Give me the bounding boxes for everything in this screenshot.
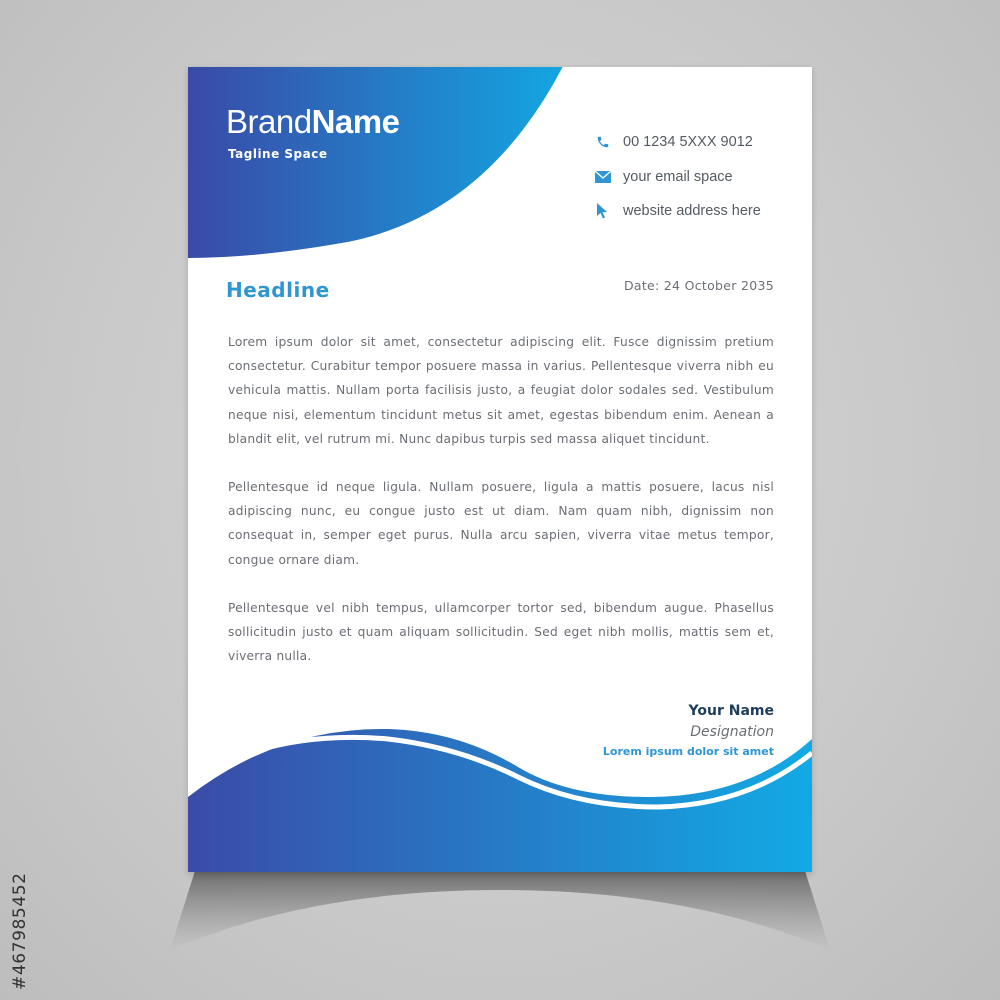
envelope-icon (593, 167, 613, 187)
letterhead-page (188, 67, 812, 872)
body-paragraph-1: Lorem ipsum dolor sit amet, consectetur adipiscing elit. Fusce dignissim pretium consectetur. Curabitur tempor posuere massa in varius. Pellentesque viverra nibh eu vehicula mattis. Nullam porta facilisis justo, a feugiat dolor sodales sed. Vestibulum neque nisi, elementum tincidunt metus sit amet, egestas bibendum enim. Aenean a blandit elit, vel rutrum mi. Nunc dapibus turpis sed massa aliquet tincidunt. (228, 335, 774, 446)
tagline: Tagline Space (228, 147, 328, 161)
stock-id-label: #467985452 (10, 872, 30, 990)
signer-name: Your Name (688, 703, 774, 719)
signature-block (603, 700, 774, 762)
headline: Headline (226, 278, 330, 302)
brand-name-light: Brand (226, 103, 312, 140)
contact-phone-text: 00 1234 5XXX 9012 (623, 134, 753, 151)
body-paragraph-3: Pellentesque vel nibh tempus, ullamcorper tortor sed, bibendum augue. Phasellus sollicitudin justo et quam aliquam sollicitudin. Sed eget nibh mollis, mattis sem et, viverra nulla. (228, 600, 774, 664)
body-paragraph-2: Pellentesque id neque ligula. Nullam posuere, ligula a mattis posuere, lacus nisl adipiscing nunc, eu congue justo est ut diam. Nam quam nibh, dignissim non consequat in, semper eget purus. Nulla arcu sapien, viverra vitae metus tempor, congue ornare diam. (228, 480, 774, 567)
cursor-icon (593, 201, 613, 221)
signer-designation: Designation (690, 724, 774, 740)
brand-name-bold: Name (311, 103, 400, 140)
contact-website-text: website address here (623, 203, 761, 220)
contact-block (593, 125, 761, 229)
contact-email (593, 160, 761, 195)
contact-website (593, 194, 761, 229)
signer-subline: Lorem ipsum dolor sit amet (602, 745, 774, 758)
contact-phone (593, 125, 761, 160)
contact-email-text: your email space (623, 168, 733, 185)
letter-body (228, 330, 774, 692)
date-line: Date: 24 October 2035 (623, 278, 774, 293)
brand-logo (226, 103, 399, 141)
phone-icon (593, 132, 613, 152)
